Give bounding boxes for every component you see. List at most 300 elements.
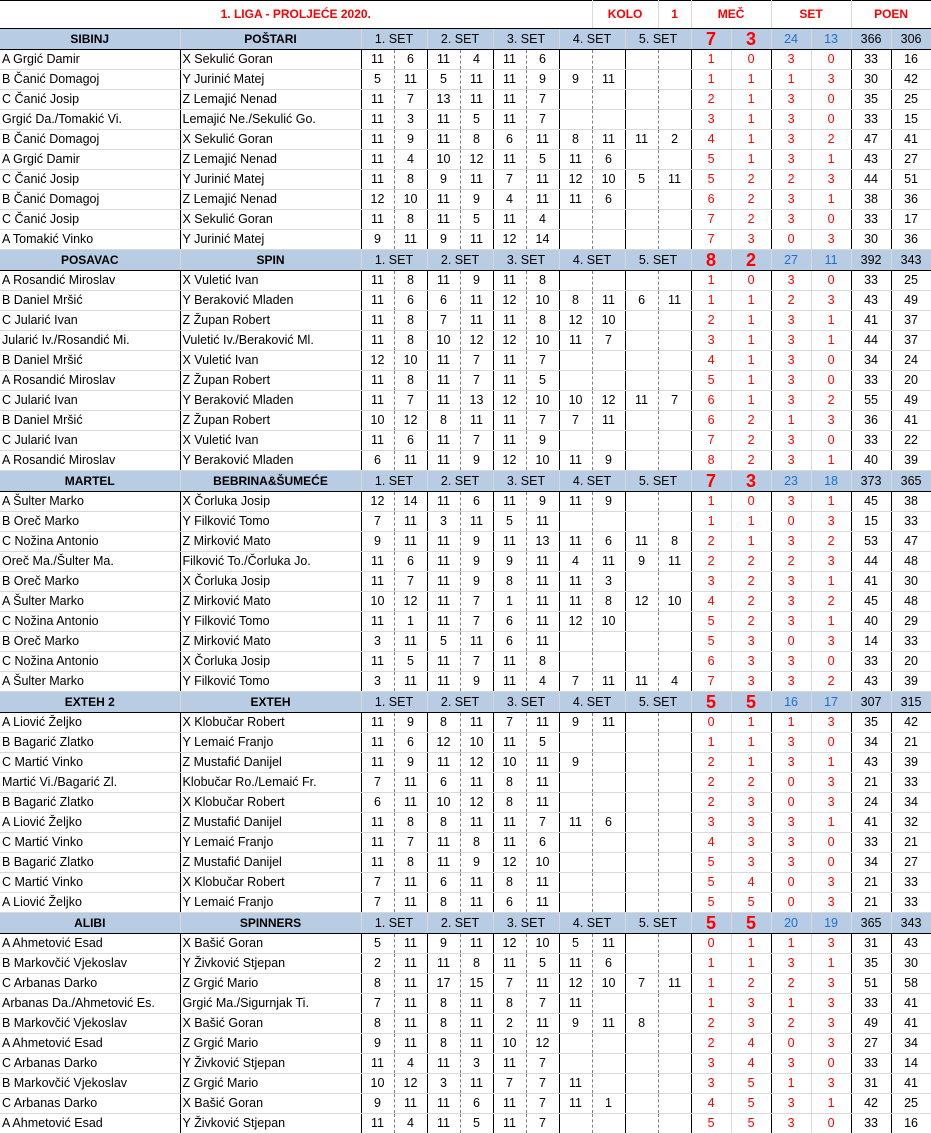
set-score: 4 (526, 210, 559, 230)
sets-won-b: 3 (811, 1034, 851, 1054)
points-a: 31 (851, 1074, 891, 1094)
set-score: 7 (526, 351, 559, 371)
game-row (0, 1094, 931, 1114)
set-score: 7 (361, 512, 394, 532)
running-match-a: 2 (691, 90, 731, 110)
sets-won-b: 3 (811, 1074, 851, 1094)
sets-won-a: 3 (771, 733, 811, 753)
game-row (0, 150, 931, 170)
set-score: 8 (427, 411, 460, 431)
points-b: 33 (891, 893, 931, 913)
set-score: 11 (361, 853, 394, 873)
set-score: 11 (493, 672, 526, 692)
set-score: 11 (394, 934, 427, 954)
set-score: 11 (427, 210, 460, 230)
set-score: 13 (526, 532, 559, 552)
points-a: 44 (851, 170, 891, 190)
set-score (658, 773, 691, 793)
set-score: 11 (493, 1094, 526, 1114)
sets-won-a: 3 (771, 50, 811, 70)
running-match-a: 6 (691, 391, 731, 411)
points-b: 39 (891, 672, 931, 692)
set-score (658, 652, 691, 672)
set-score: 8 (427, 713, 460, 733)
player-a: B Daniel Mršić (0, 411, 180, 431)
running-match-b: 3 (731, 813, 771, 833)
points-a: 34 (851, 351, 891, 371)
set-score: 7 (361, 773, 394, 793)
set-score: 11 (394, 974, 427, 994)
set-score: 12 (493, 451, 526, 471)
sets-won-a: 3 (771, 130, 811, 150)
running-match-a: 5 (691, 371, 731, 391)
set-score: 7 (526, 1074, 559, 1094)
set-score (592, 753, 625, 773)
set-score: 8 (460, 833, 493, 853)
set-score: 11 (526, 552, 559, 572)
points-b: 30 (891, 572, 931, 592)
points-total-b: 365 (891, 471, 931, 492)
set-column-label: 2. SET (427, 692, 493, 713)
set-score: 11 (493, 652, 526, 672)
set-score (658, 451, 691, 471)
game-row (0, 331, 931, 351)
set-score: 11 (493, 492, 526, 512)
set-score (559, 271, 592, 291)
player-a: B Bagarić Zlatko (0, 793, 180, 813)
points-b: 37 (891, 311, 931, 331)
set-score: 4 (526, 672, 559, 692)
running-match-b: 3 (731, 652, 771, 672)
player-a: A Tomakić Vinko (0, 230, 180, 250)
set-score (625, 733, 658, 753)
set-score: 8 (526, 271, 559, 291)
game-row (0, 70, 931, 90)
set-score (658, 1114, 691, 1134)
player-a: C Jularić Ivan (0, 311, 180, 331)
sets-won-a: 3 (771, 391, 811, 411)
player-b: Y Jurinić Matej (180, 170, 361, 190)
player-b: Y Beraković Mladen (180, 451, 361, 471)
set-score: 12 (394, 411, 427, 431)
running-match-b: 0 (731, 50, 771, 70)
set-score: 11 (361, 612, 394, 632)
match-header-row (0, 471, 931, 492)
points-a: 36 (851, 411, 891, 431)
set-score: 4 (493, 190, 526, 210)
running-match-b: 1 (731, 331, 771, 351)
set-column-label: 5. SET (625, 913, 691, 934)
set-score: 3 (361, 672, 394, 692)
running-match-b: 2 (731, 773, 771, 793)
sets-won-b: 3 (811, 994, 851, 1014)
player-a: Grgić Da./Tomakić Vi. (0, 110, 180, 130)
sets-won-a: 2 (771, 291, 811, 311)
sets-won-b: 0 (811, 733, 851, 753)
team-a-name: POSAVAC (0, 250, 180, 271)
match-header-row (0, 250, 931, 271)
set-score (559, 230, 592, 250)
team-a-name: EXTEH 2 (0, 692, 180, 713)
player-a: B Markovčić Vjekoslav (0, 1014, 180, 1034)
set-score: 12 (493, 934, 526, 954)
game-row (0, 532, 931, 552)
points-total-b: 343 (891, 913, 931, 934)
running-match-b: 5 (731, 1074, 771, 1094)
team-a-name: MARTEL (0, 471, 180, 492)
set-score: 11 (460, 994, 493, 1014)
set-score: 10 (526, 451, 559, 471)
game-row (0, 512, 931, 532)
player-b: Y Lemaić Franjo (180, 833, 361, 853)
running-match-b: 1 (731, 130, 771, 150)
sets-won-b: 0 (811, 90, 851, 110)
points-b: 16 (891, 1114, 931, 1134)
set-score (592, 733, 625, 753)
set-score: 11 (559, 994, 592, 1014)
running-match-b: 2 (731, 170, 771, 190)
points-a: 30 (851, 70, 891, 90)
player-a: C Jularić Ivan (0, 391, 180, 411)
set-score: 11 (361, 833, 394, 853)
set-score (658, 371, 691, 391)
points-a: 30 (851, 230, 891, 250)
set-score: 5 (427, 632, 460, 652)
set-score: 5 (493, 512, 526, 532)
sets-won-a: 0 (771, 230, 811, 250)
set-score: 11 (493, 813, 526, 833)
set-score: 12 (559, 974, 592, 994)
set-score (625, 351, 658, 371)
match-header-row (0, 29, 931, 50)
sets-won-b: 3 (811, 793, 851, 813)
player-b: Z Župan Robert (180, 311, 361, 331)
set-score: 5 (526, 733, 559, 753)
sets-won-b: 2 (811, 391, 851, 411)
points-a: 33 (851, 110, 891, 130)
set-score: 8 (559, 130, 592, 150)
running-match-b: 4 (731, 1054, 771, 1074)
set-score (658, 813, 691, 833)
points-a: 42 (851, 1094, 891, 1114)
player-a: B Markovčić Vjekoslav (0, 1074, 180, 1094)
set-score: 9 (559, 713, 592, 733)
set-score: 12 (394, 592, 427, 612)
set-score: 11 (559, 572, 592, 592)
player-b: Y Filković Tomo (180, 512, 361, 532)
points-total-b: 315 (891, 692, 931, 713)
set-score: 11 (592, 70, 625, 90)
set-column-label: 3. SET (493, 29, 559, 50)
player-b: Y Beraković Mladen (180, 391, 361, 411)
game-row (0, 873, 931, 893)
set-score: 11 (361, 652, 394, 672)
set-score (592, 1034, 625, 1054)
set-score (625, 411, 658, 431)
running-match-b: 1 (731, 713, 771, 733)
set-score: 7 (394, 572, 427, 592)
set-score: 11 (493, 110, 526, 130)
set-score: 12 (493, 391, 526, 411)
set-score: 5 (361, 934, 394, 954)
running-match-b: 1 (731, 733, 771, 753)
set-score: 7 (526, 90, 559, 110)
set-score (658, 994, 691, 1014)
set-score: 11 (592, 411, 625, 431)
game-row (0, 793, 931, 813)
running-match-b: 2 (731, 552, 771, 572)
running-match-b: 2 (731, 592, 771, 612)
sets-total-a: 23 (771, 471, 811, 492)
set-column-label: 5. SET (625, 471, 691, 492)
set-score: 7 (526, 110, 559, 130)
set-column-label: 1. SET (361, 471, 427, 492)
game-row (0, 1074, 931, 1094)
set-score: 9 (394, 753, 427, 773)
player-b: Y Jurinić Matej (180, 70, 361, 90)
player-a: B Čanić Domagoj (0, 70, 180, 90)
points-b: 27 (891, 853, 931, 873)
player-b: X Čorluka Josip (180, 492, 361, 512)
set-score: 7 (460, 612, 493, 632)
points-b: 42 (891, 70, 931, 90)
player-a: C Arbanas Darko (0, 1094, 180, 1114)
set-score: 11 (394, 873, 427, 893)
player-b: Z Župan Robert (180, 411, 361, 431)
player-a: A Ahmetović Esad (0, 1034, 180, 1054)
game-row (0, 492, 931, 512)
set-score: 11 (361, 170, 394, 190)
running-match-b: 2 (731, 572, 771, 592)
sets-won-b: 0 (811, 1054, 851, 1074)
set-column-label: 2. SET (427, 29, 493, 50)
set-score: 7 (394, 833, 427, 853)
set-score: 7 (526, 1054, 559, 1074)
sets-won-b: 3 (811, 773, 851, 793)
set-score: 11 (427, 652, 460, 672)
set-score: 9 (427, 934, 460, 954)
running-match-a: 5 (691, 150, 731, 170)
set-column-label: 1. SET (361, 913, 427, 934)
set-score: 8 (526, 652, 559, 672)
player-b: Z Grgić Mario (180, 1034, 361, 1054)
set-score: 8 (427, 1034, 460, 1054)
set-score: 11 (394, 451, 427, 471)
set-score: 10 (526, 331, 559, 351)
set-score: 4 (394, 1054, 427, 1074)
sets-won-b: 0 (811, 50, 851, 70)
set-score (592, 351, 625, 371)
running-match-a: 2 (691, 311, 731, 331)
points-a: 33 (851, 994, 891, 1014)
set-score: 11 (427, 1094, 460, 1114)
running-match-a: 8 (691, 451, 731, 471)
set-score: 11 (361, 130, 394, 150)
running-match-b: 3 (731, 994, 771, 1014)
running-match-b: 5 (731, 1094, 771, 1114)
set-score: 11 (427, 50, 460, 70)
player-b: X Klobučar Robert (180, 793, 361, 813)
set-score: 5 (526, 150, 559, 170)
set-score (658, 230, 691, 250)
set-score: 11 (526, 753, 559, 773)
sets-won-b: 3 (811, 411, 851, 431)
set-score: 11 (493, 833, 526, 853)
game-row (0, 652, 931, 672)
points-b: 38 (891, 492, 931, 512)
set-score: 11 (394, 994, 427, 1014)
points-b: 41 (891, 130, 931, 150)
points-a: 44 (851, 331, 891, 351)
set-score: 11 (361, 371, 394, 391)
set-score (625, 954, 658, 974)
running-match-b: 5 (731, 893, 771, 913)
team-b-name: EXTEH (180, 692, 361, 713)
set-score: 11 (394, 793, 427, 813)
points-b: 25 (891, 271, 931, 291)
set-score: 11 (592, 130, 625, 150)
sets-total-b: 13 (811, 29, 851, 50)
running-match-b: 1 (731, 291, 771, 311)
sets-won-b: 3 (811, 1014, 851, 1034)
match-score-b: 3 (731, 29, 771, 50)
sets-won-b: 1 (811, 813, 851, 833)
points-a: 40 (851, 612, 891, 632)
set-score: 9 (361, 230, 394, 250)
set-score (658, 572, 691, 592)
set-score (625, 773, 658, 793)
points-b: 32 (891, 813, 931, 833)
points-total-a: 365 (851, 913, 891, 934)
set-score: 9 (361, 1034, 394, 1054)
set-score: 11 (592, 672, 625, 692)
set-score: 11 (460, 893, 493, 913)
player-b: X Bašić Goran (180, 1014, 361, 1034)
player-a: B Markovčić Vjekoslav (0, 954, 180, 974)
set-score: 12 (427, 733, 460, 753)
sets-won-a: 3 (771, 210, 811, 230)
player-a: A Rosandić Miroslav (0, 271, 180, 291)
mec-label: MEČ (691, 1, 771, 29)
kolo-value: 1 (658, 1, 691, 29)
set-score: 5 (460, 110, 493, 130)
running-match-b: 0 (731, 271, 771, 291)
game-row (0, 50, 931, 70)
player-a: Oreč Ma./Šulter Ma. (0, 552, 180, 572)
set-score (625, 934, 658, 954)
points-b: 14 (891, 1054, 931, 1074)
set-score: 11 (559, 331, 592, 351)
points-a: 45 (851, 592, 891, 612)
set-score: 8 (460, 130, 493, 150)
sets-won-a: 0 (771, 873, 811, 893)
set-score (592, 853, 625, 873)
player-a: C Martić Vinko (0, 753, 180, 773)
set-column-label: 3. SET (493, 250, 559, 271)
sets-won-a: 3 (771, 753, 811, 773)
set-score: 11 (460, 713, 493, 733)
set-score: 11 (526, 130, 559, 150)
sets-won-a: 1 (771, 1074, 811, 1094)
player-a: B Čanić Domagoj (0, 190, 180, 210)
set-score: 11 (460, 632, 493, 652)
set-score: 12 (361, 190, 394, 210)
sets-won-b: 3 (811, 632, 851, 652)
set-score: 11 (394, 230, 427, 250)
player-b: Vuletić Iv./Beraković Ml. (180, 331, 361, 351)
set-score (625, 713, 658, 733)
points-a: 53 (851, 532, 891, 552)
player-a: A Grgić Damir (0, 150, 180, 170)
points-b: 41 (891, 1014, 931, 1034)
points-b: 25 (891, 90, 931, 110)
team-b-name: SPINNERS (180, 913, 361, 934)
set-score: 11 (460, 411, 493, 431)
set-score: 9 (460, 532, 493, 552)
running-match-a: 5 (691, 632, 731, 652)
game-row (0, 893, 931, 913)
game-row (0, 1114, 931, 1134)
points-a: 21 (851, 873, 891, 893)
set-score: 11 (361, 1114, 394, 1134)
team-a-name: ALIBI (0, 913, 180, 934)
set-score: 11 (427, 190, 460, 210)
set-score: 7 (493, 974, 526, 994)
sets-won-a: 3 (771, 90, 811, 110)
running-match-a: 1 (691, 954, 731, 974)
set-score: 11 (427, 130, 460, 150)
sets-won-a: 1 (771, 70, 811, 90)
set-score: 10 (427, 150, 460, 170)
player-b: Y Živković Stjepan (180, 1054, 361, 1074)
set-score: 12 (559, 612, 592, 632)
points-b: 15 (891, 110, 931, 130)
set-score: 11 (361, 391, 394, 411)
running-match-b: 1 (731, 90, 771, 110)
running-match-b: 5 (731, 1114, 771, 1134)
set-score (625, 451, 658, 471)
set-score (658, 210, 691, 230)
set-column-label: 3. SET (493, 471, 559, 492)
set-score: 7 (361, 873, 394, 893)
set-score: 8 (658, 532, 691, 552)
sets-total-a: 20 (771, 913, 811, 934)
set-score: 8 (493, 773, 526, 793)
team-a-name: SIBINJ (0, 29, 180, 50)
set-column-label: 1. SET (361, 29, 427, 50)
set-score (625, 190, 658, 210)
sets-won-b: 2 (811, 130, 851, 150)
set-score: 11 (493, 954, 526, 974)
running-match-a: 7 (691, 672, 731, 692)
set-score (559, 210, 592, 230)
set-score (625, 793, 658, 813)
set-score (559, 853, 592, 873)
running-match-a: 1 (691, 974, 731, 994)
game-row (0, 170, 931, 190)
set-score: 11 (394, 954, 427, 974)
set-score: 11 (361, 753, 394, 773)
set-score (592, 371, 625, 391)
sets-won-b: 3 (811, 512, 851, 532)
set-score: 11 (361, 90, 394, 110)
set-score: 11 (460, 1014, 493, 1034)
set-score: 11 (361, 552, 394, 572)
running-match-a: 5 (691, 170, 731, 190)
set-score: 11 (361, 733, 394, 753)
player-b: Y Lemaić Franjo (180, 733, 361, 753)
set-score: 11 (493, 532, 526, 552)
